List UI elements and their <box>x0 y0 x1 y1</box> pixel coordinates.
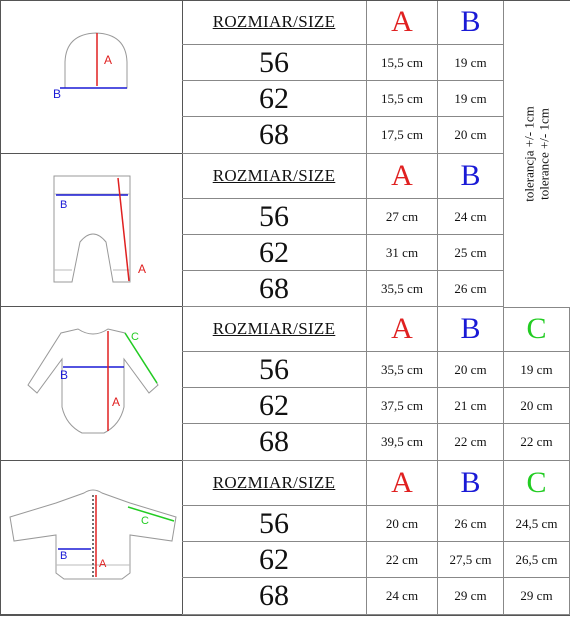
measure-a: 37,5 cm <box>367 388 438 424</box>
column-header-a: A <box>367 461 438 506</box>
measure-a: 24 cm <box>367 578 438 615</box>
measure-c: 26,5 cm <box>504 542 570 578</box>
bodysuit-label-a: A <box>112 395 121 409</box>
size-value: 62 <box>182 235 367 271</box>
size-header: ROZMIAR/SIZE <box>182 154 367 199</box>
hat-illustration <box>0 0 183 154</box>
tolerance-line-pl: tolerancja +/- 1cm <box>522 105 537 202</box>
column-header-a: A <box>367 307 438 352</box>
pants-label-a: A <box>138 262 147 276</box>
measure-b: 19 cm <box>438 81 504 117</box>
measure-b: 24 cm <box>438 199 504 235</box>
size-value: 62 <box>182 388 367 424</box>
sweatshirt-size-table <box>0 461 570 615</box>
column-header-b: B <box>438 461 504 506</box>
measure-c: 22 cm <box>504 424 570 461</box>
tolerance-note <box>504 0 570 308</box>
measure-b: 21 cm <box>438 388 504 424</box>
measure-a: 15,5 cm <box>367 81 438 117</box>
size-value: 68 <box>182 271 367 307</box>
measure-a: 20 cm <box>367 506 438 542</box>
measure-a: 35,5 cm <box>367 271 438 307</box>
measure-b: 26 cm <box>438 506 504 542</box>
tolerance-line-en: tolerance +/- 1cm <box>537 107 552 200</box>
measure-b: 29 cm <box>438 578 504 615</box>
measure-a: 15,5 cm <box>367 45 438 81</box>
sweatshirt-label-a: A <box>99 558 107 570</box>
column-header-b: B <box>438 0 504 45</box>
measure-c: 20 cm <box>504 388 570 424</box>
column-header-a: A <box>367 154 438 199</box>
size-value: 56 <box>182 352 367 388</box>
measure-a: 39,5 cm <box>367 424 438 461</box>
pants-illustration <box>0 154 183 307</box>
measure-b: 19 cm <box>438 45 504 81</box>
measure-b: 27,5 cm <box>438 542 504 578</box>
measure-b: 20 cm <box>438 117 504 154</box>
pants-label-b: B <box>60 199 68 211</box>
size-value: 62 <box>182 81 367 117</box>
hat-label-a: A <box>104 53 113 67</box>
bodysuit-size-table <box>0 307 570 461</box>
measure-b: 22 cm <box>438 424 504 461</box>
bodysuit-drawing <box>0 307 182 460</box>
measure-a: 31 cm <box>367 235 438 271</box>
size-header: ROZMIAR/SIZE <box>182 307 367 352</box>
measure-c: 24,5 cm <box>504 506 570 542</box>
hat-label-b: B <box>53 87 62 101</box>
size-value: 68 <box>182 578 367 615</box>
size-value: 68 <box>182 117 367 154</box>
measure-c: 19 cm <box>504 352 570 388</box>
measure-a: 35,5 cm <box>367 352 438 388</box>
size-value: 68 <box>182 424 367 461</box>
sweatshirt-label-b: B <box>60 550 68 562</box>
column-header-c: C <box>504 307 570 352</box>
size-value: 56 <box>182 45 367 81</box>
size-header: ROZMIAR/SIZE <box>182 0 367 45</box>
sweatshirt-label-c: C <box>141 515 149 527</box>
measure-a: 22 cm <box>367 542 438 578</box>
column-header-a: A <box>367 0 438 45</box>
measure-b: 25 cm <box>438 235 504 271</box>
size-value: 62 <box>182 542 367 578</box>
column-header-c: C <box>504 461 570 506</box>
hat-size-table <box>0 0 570 154</box>
column-header-b: B <box>438 307 504 352</box>
size-value: 56 <box>182 199 367 235</box>
measure-a: 27 cm <box>367 199 438 235</box>
bodysuit-label-c: C <box>131 331 139 343</box>
pants-drawing <box>0 154 182 306</box>
hat-drawing <box>0 0 182 153</box>
measure-c: 29 cm <box>504 578 570 615</box>
sweatshirt-drawing <box>0 461 182 614</box>
column-header-b: B <box>438 154 504 199</box>
measure-b: 20 cm <box>438 352 504 388</box>
sweatshirt-illustration <box>0 461 183 615</box>
size-value: 56 <box>182 506 367 542</box>
measure-b: 26 cm <box>438 271 504 307</box>
size-header: ROZMIAR/SIZE <box>182 461 367 506</box>
bodysuit-label-b: B <box>60 368 69 382</box>
measure-a: 17,5 cm <box>367 117 438 154</box>
pants-size-table <box>0 154 570 307</box>
bodysuit-illustration <box>0 307 183 461</box>
